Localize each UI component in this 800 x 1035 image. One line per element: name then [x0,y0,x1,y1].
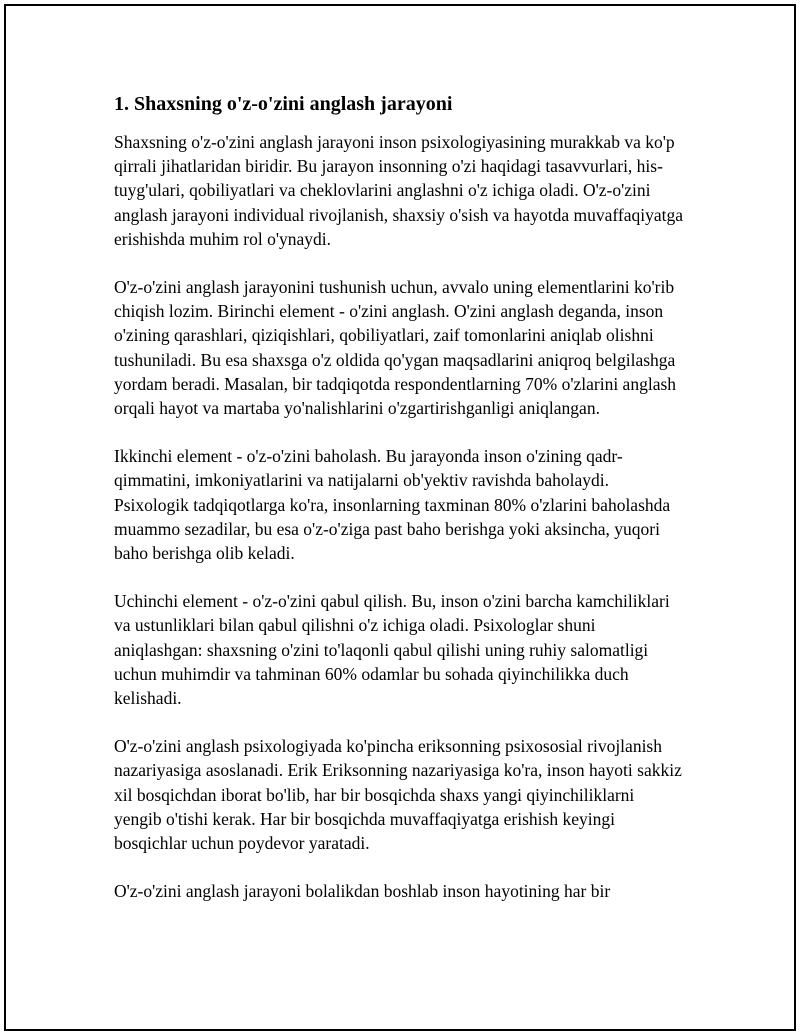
paragraph-6: O'z-o'zini anglash jarayoni bolalikdan boshlab inson hayotining har bir [114,881,611,902]
paragraph-1: Shaxsning o'z-o'zini anglash jarayoni inson psixologiyasining murakkab va ko'p qirrali jihatlaridan biridir. Bu jarayon insonning o'zi haqidagi tasavvurlari, his-tuyg'ulari, qobiliyatlari va cheklovlarini anglashni o'z ichiga oladi. O'z-o'zini anglash jarayoni individual rivojlanish, shaxsiy o'sish va hayotda muvaffaqiyatga erishishda muhim rol o'ynaydi. [114,132,684,249]
paragraph-5: O'z-o'zini anglash psixologiyada ko'pincha eriksonning psixososial rivojlanish nazariyasiga asoslanadi. Erik Eriksonning nazariyasiga ko'ra, inson hayoti sakkiz xil bosqichdan iborat bo'lib, har bir bosqichda shaxs yangi qiyinchiliklarni yengib o'tishi kerak. Har bir bosqichda muvaffaqiyatga erishish keyingi bosqichlar uchun poydevor yaratadi. [114,736,682,854]
paragraph-2: O'z-o'zini anglash jarayonini tushunish uchun, avvalo uning elementlarini ko'rib chiqish lozim. Birinchi element - o'zini anglash. O'zini anglash deganda, inson o'zining qarashlari, qiziqishlari, qobiliyatlari, zaif tomonlarini aniqlab olishni tushuniladi. Bu esa shaxsga o'z oldida qo'ygan maqsadlarini aniqroq belgilashga yordam beradi. Masalan, bir tadqiqotda respondentlarning 70% o'zlarini anglash orqali hayot va martaba yo'nalishlarini o'zgartirishganligi aniqlangan. [114,277,677,419]
paragraph-3: Ikkinchi element - o'z-o'zini baholash. Bu jarayonda inson o'zining qadr-qimmatini, imkoniyatlarini va natijalarni ob'yektiv ravishda baholaydi. Psixologik tadqiqotlarga ko'ra, insonlarning taxminan 80% o'zlarini baholashda muammo sezadilar, bu esa o'z-o'ziga past baho berishga yoki aksincha, yuqori baho berishga olib keladi. [114,446,671,564]
paragraph-4: Uchinchi element - o'z-o'zini qabul qilish. Bu, inson o'zini barcha kamchiliklari va ustunliklari bilan qabul qilishni o'z ichiga oladi. Psixologlar shuni aniqlashgan: shaxsning o'zini to'laqonli qabul qilishi uning ruhiy salomatligi uchun muhimdir va tahminan 60% odamlar bu sohada qiyinchilikka duch kelishadi. [114,591,670,709]
section-heading: 1. Shaxsning o'z-o'zini anglash jarayoni [114,93,453,115]
document-body [114,90,684,927]
